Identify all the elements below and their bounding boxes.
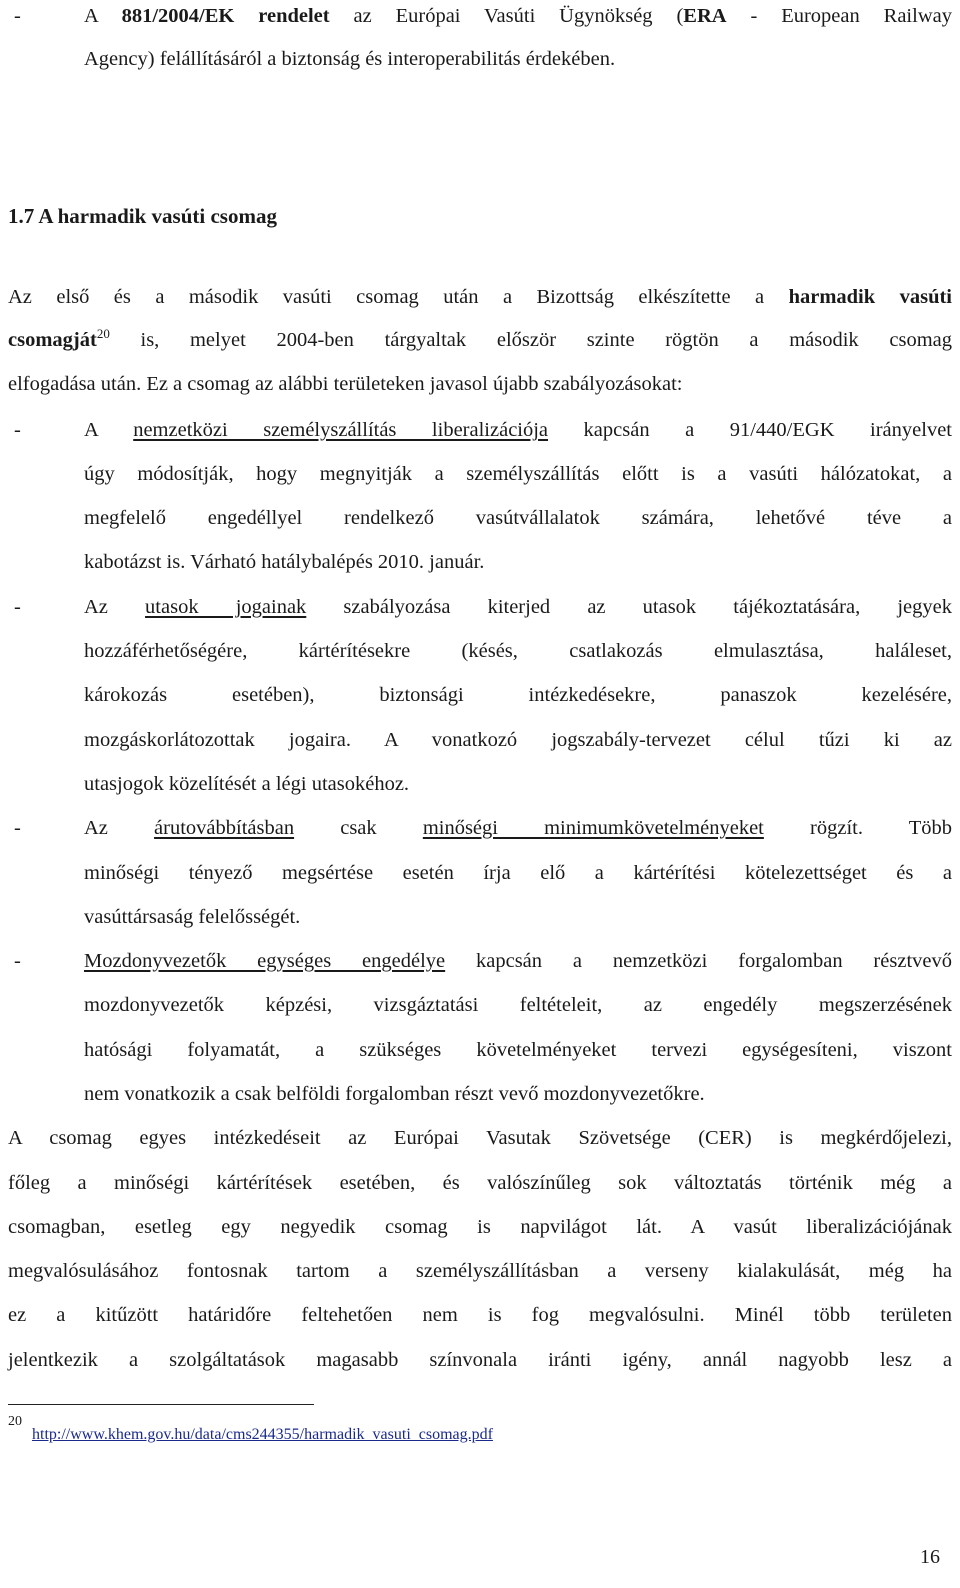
era-abbrev: ERA bbox=[683, 5, 727, 27]
para1-line-2: csomagját$^{20}$ is, melyet 2004-ben tárgyaltak először szinte rögtön a második csomag bbox=[8, 326, 952, 351]
para2-line-2: főleg a minőségi kártérítések esetében, és valószínűleg sok változtatás történik még a bbox=[8, 1172, 952, 1194]
page-number: 16 bbox=[920, 1546, 940, 1568]
bullet4-line-4: nem vonatkozik a csak belföldi forgalomban részt vevő mozdonyvezetőkre. bbox=[84, 1083, 705, 1105]
bullet1-line-4: kabotázst is. Várható hatálybalépés 2010. január. bbox=[84, 551, 485, 573]
para2-line-4: megvalósulásához fontosnak tartom a személyszállításban a verseny kialakulását, még ha bbox=[8, 1260, 952, 1282]
bullet4-line-2: mozdonyvezetők képzési, vizsgáztatási feltételeit, az engedély megszerzésének bbox=[84, 994, 952, 1016]
para1-line-3: elfogadása után. Ez a csomag az alábbi területeken javasol újabb szabályozásokat: bbox=[8, 373, 683, 395]
footnote-link[interactable]: http://www.khem.gov.hu/data/cms244355/harmadik_vasuti_csomag.pdf bbox=[32, 1426, 493, 1443]
para1-line-1: Az első és a második vasúti csomag után a Bizottság elkészítette a harmadik vasúti bbox=[8, 286, 952, 308]
intro-item-line-1: A 881/2004/EK rendelet az Európai Vasúti Ügynökség (ERA - European Railway bbox=[84, 5, 952, 27]
para2-line-3: csomagban, esetleg egy negyedik csomag is napvilágot lát. A vasút liberalizációjának bbox=[8, 1216, 952, 1238]
section-heading: 1.7 A harmadik vasúti csomag bbox=[8, 204, 277, 228]
footnote-ref[interactable]: 20 bbox=[96, 326, 110, 342]
footnote-separator bbox=[8, 1404, 314, 1405]
bullet-dash: - bbox=[14, 5, 21, 27]
bullet-dash: - bbox=[14, 596, 21, 618]
bullet2-line-2: hozzáférhetőségére, kártérítésekre (késés, csatlakozás elmulasztása, haláleset, bbox=[84, 640, 952, 662]
bullet2-line-4: mozgáskorlátozottak jogaira. A vonatkozó jogszabály-tervezet célul tűzi ki az bbox=[84, 729, 952, 751]
bullet2-line-1: Az utasok jogainak szabályozása kiterjed az utasok tájékoztatására, jegyek bbox=[84, 596, 952, 618]
bullet4-line-3: hatósági folyamatát, a szükséges követelményeket tervezi egységesíteni, viszont bbox=[84, 1039, 952, 1061]
bullet2-line-3: károkozás esetében), biztonsági intézkedésekre, panaszok kezelésére, bbox=[84, 684, 952, 706]
para2-line-6: jelentkezik a szolgáltatások magasabb színvonala iránti igény, annál nagyobb lesz a bbox=[8, 1349, 952, 1371]
bullet4-line-1: Mozdonyvezetők egységes engedélye kapcsán a nemzetközi forgalomban résztvevő bbox=[84, 950, 952, 972]
regulation-ref: 881/2004/EK rendelet bbox=[121, 5, 330, 27]
bullet1-line-1: A nemzetközi személyszállítás liberalizációja kapcsán a 91/440/EGK irányelvet bbox=[84, 419, 952, 441]
bullet-dash: - bbox=[14, 419, 21, 441]
bullet1-line-3: megfelelő engedéllyel rendelkező vasútvállalatok számára, lehetővé téve a bbox=[84, 507, 952, 529]
bullet-dash: - bbox=[14, 950, 21, 972]
bullet3-line-1: Az árutovábbításban csak minőségi minimumkövetelményeket rögzít. Több bbox=[84, 817, 952, 839]
para2-line-5: ez a kitűzött határidőre feltehetően nem is fog megvalósulni. Minél több területen bbox=[8, 1304, 952, 1326]
bullet1-line-2: úgy módosítják, hogy megnyitják a személyszállítás előtt is a vasúti hálózatokat, a bbox=[84, 463, 952, 485]
footnote-number: 20 bbox=[8, 1414, 22, 1429]
bullet2-line-5: utasjogok közelítését a légi utasokéhoz. bbox=[84, 773, 410, 795]
bullet-dash: - bbox=[14, 817, 21, 839]
para2-line-1: A csomag egyes intézkedéseit az Európai Vasutak Szövetsége (CER) is megkérdőjelezi, bbox=[8, 1127, 952, 1149]
bullet3-line-3: vasúttársaság felelősségét. bbox=[84, 906, 301, 928]
intro-item-line-2: Agency) felállításáról a biztonság és interoperabilitás érdekében. bbox=[84, 48, 616, 70]
bullet3-line-2: minőségi tényező megsértése esetén írja elő a kártérítési kötelezettséget és a bbox=[84, 862, 952, 884]
